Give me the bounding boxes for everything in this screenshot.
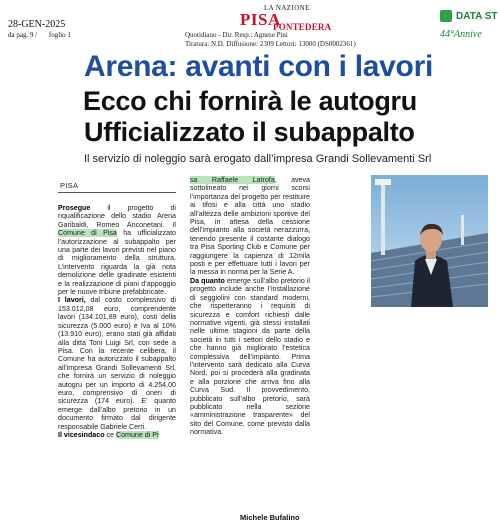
article-kicker: Arena: avanti con i lavori — [84, 50, 433, 83]
article-byline: Michele Bufalino — [240, 513, 300, 522]
photo-man-at-stadium — [371, 175, 488, 307]
section-divider — [58, 192, 176, 193]
paragraph-4: sa Raffaele Latrofa, aveva sottolineato nei giorni scorsi l’importanza del progetto per restituire ai tifosi e alla città uno stadio all’altezza delle ambizioni sportive del Pisa, in attesa della cessione dell’impianto alla società nerazzurra, tenendo presente il costante dialogo tra Pisa Sporting Club e Comune per raggiungere la capienza di 12mila posti e per effettuare tutti i lavori per la messa in norma per la Serie A. — [190, 176, 310, 277]
masthead-top: LA NAZIONE — [264, 4, 310, 12]
stamp-anniversary: 44°Annive — [440, 29, 482, 40]
paragraph-5: Da quanto emerge sull’albo pretorio il progetto include anche l’installazione di seggiolini con standard moderni, che rispetteranno i requisiti di sicurezza e comfort richiesti dalle normative vigenti, già stessi installati nelle ultime stagioni da parte della società in tutti i settori dello stadio e che hanno già migliorato l’estetica complessiva dell’impianto. Prima l’intervento sarà dedicato alla Curva Nord, poi si procederà alla gradinata e alla porzione che arriva fino alla Curva Sud. Il provvedimento, pubblicato sull’albo pretorio, sarà pubblicato nella sezione «amministrazione trasparente» del sito del Comune, come previsto dalla normativa. — [190, 276, 310, 437]
page-reference — [8, 31, 81, 39]
paragraph-1: Prosegue il progetto di riqualificazione dello stadio Arena Garibaldi, Romeo Anconetani. Il Comune di Pisa ha ufficializzato l’autorizzazione al subappalto per una parte dei lavori previsti nel piano di miglioramento della struttura. L’intervento riguarda la già nota demolizione delle gradinate esistenti e la realizzazione di piani d’appoggio per le nuove tribune prefabbricate. — [58, 204, 177, 297]
stamp-logo-icon — [440, 10, 452, 22]
highlight-latrofa: sa Raffaele Latrofa — [190, 176, 275, 184]
highlight-comune-2: Comune di Pi — [115, 430, 159, 439]
section-label: PISA — [60, 181, 79, 190]
article-subtitle: Il servizio di noleggio sarà erogato dall’impresa Grandi Sollevamenti Srl — [84, 153, 432, 165]
paragraph-2: I lavori, dal costo complessivo di 153.012,08 euro, comprendente lavori (134.101,89 euro), costi della sicurezza (5.000 euro) e Iva al 10% (13.910 euro), erano stati già affidati alla ditta Toni Luigi Srl, con sede a Pisa. Con la recente celibera, il Comune ha autorizzato il subappalto all’impresa Grandi Sollevamenti Srl, che fornirà un servizio di noleggio autogru per un importo di 4.254,00 euro, comprensivo di oneri di sicurezza (174 euro). E’ quanto emerge dall’albo pretorio in un documento firmato dal dirigente responsabile Gabriele Cerri. — [58, 296, 176, 431]
paragraph-3: Il vicesindaco ce Comune di Pi — [58, 430, 159, 439]
stamp-label: DATA ST — [456, 11, 498, 22]
data-stampa-stamp — [440, 10, 500, 44]
highlight-comune: Comune di Pisa — [58, 229, 117, 238]
publication-circulation: Tiratura: N.D. Diffusione: 2309 Lettori: 13000 (DS0002361) — [185, 40, 356, 48]
publication-info — [185, 31, 356, 49]
page-label: da pag. 9 / — [8, 31, 38, 39]
sheet-label: foglio 1 — [48, 31, 71, 39]
article-column-1 — [58, 204, 176, 439]
article-headline-line1: Ecco chi fornirà le autogru — [83, 86, 417, 116]
article-photo — [371, 175, 488, 307]
masthead-edition: PONTEDERA — [273, 22, 332, 32]
article-column-2 — [190, 176, 310, 437]
masthead-logo: PISA — [240, 10, 281, 29]
clipping-date: 28-GEN-2025 — [8, 19, 66, 30]
publication-director: Quotidiano - Dir. Resp.: Agnese Pini — [185, 31, 288, 39]
article-headline-line2: Ufficializzato il subappalto — [84, 117, 415, 147]
